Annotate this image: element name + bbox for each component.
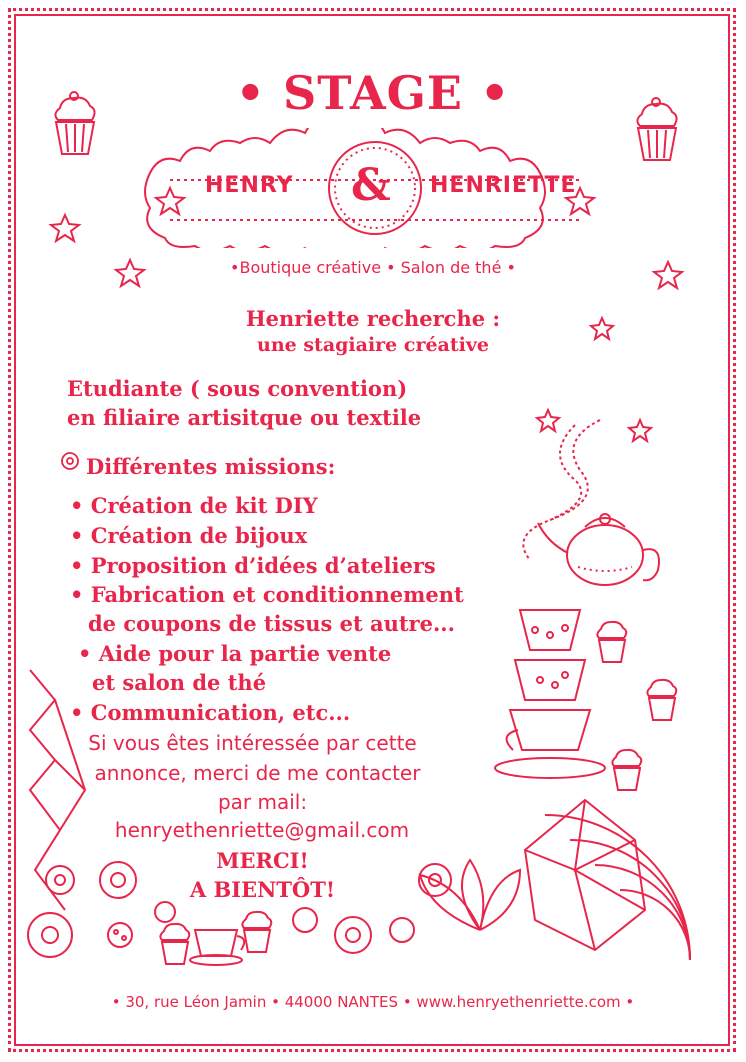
intro-line-2: une stagiaire créative xyxy=(257,334,489,356)
contact-email[interactable]: henryethenriette@gmail.com xyxy=(114,818,410,842)
teacup-icon xyxy=(190,930,244,965)
cupcake-icon xyxy=(612,750,641,790)
flower-bullet-icon xyxy=(60,451,80,471)
thanks-line-1: MERCI! xyxy=(216,848,309,873)
cupcake-icon xyxy=(160,924,189,964)
star-icon xyxy=(51,215,79,241)
star-icon xyxy=(629,420,651,441)
mission-item: • Aide pour la partie vente xyxy=(78,641,392,666)
brand-henriette: HENRIETTE xyxy=(430,173,577,198)
teapot-icon xyxy=(538,514,659,585)
flower-icon xyxy=(28,913,72,957)
mission-item: • Création de kit DIY xyxy=(70,493,318,518)
thanks-line-2: A BIENTÔT! xyxy=(189,877,336,902)
button-icon xyxy=(108,923,132,947)
brand-ampersand: & xyxy=(351,160,391,211)
footer-address: • 30, rue Léon Jamin • 44000 NANTES • www.henryethenriette.com • xyxy=(111,993,635,1011)
concentric-arcs xyxy=(545,815,690,960)
star-icon xyxy=(537,410,559,431)
button-icon xyxy=(293,908,317,932)
cupcake-icon xyxy=(242,912,271,952)
profile-line-1: Etudiante ( sous convention) xyxy=(67,376,408,401)
star-icon xyxy=(156,188,184,214)
button-icon xyxy=(155,902,175,922)
flower-icon xyxy=(390,918,414,942)
brand-henry: HENRY xyxy=(205,173,294,198)
flower-icon xyxy=(335,917,371,953)
steam-swirl xyxy=(523,420,600,560)
mission-item: • Création de bijoux xyxy=(70,523,308,548)
contact-line-2: annonce, merci de me contacter xyxy=(94,761,421,785)
profile-line-2: en filiaire artisitque ou textile xyxy=(67,405,422,430)
missions-heading: Différentes missions: xyxy=(86,454,336,479)
contact-line-3: par mail: xyxy=(217,790,308,814)
contact-line-1: Si vous êtes intéressée par cette xyxy=(88,731,417,755)
stacked-cups-icon xyxy=(495,610,605,778)
geometric-crystal xyxy=(525,800,645,950)
intro-line-1: Henriette recherche : xyxy=(245,306,501,331)
mission-item: • Proposition d’idées d’ateliers xyxy=(70,553,436,578)
mission-item: • Communication, etc... xyxy=(70,700,351,725)
tagline: •Boutique créative • Salon de thé • xyxy=(230,258,516,277)
page-title: • STAGE • xyxy=(235,66,511,120)
mission-item-continued: et salon de thé xyxy=(92,670,267,695)
mission-item-continued: de coupons de tissus et autre... xyxy=(88,611,455,636)
mission-item: • Fabrication et conditionnement xyxy=(70,582,464,607)
cupcake-icon xyxy=(597,622,626,662)
cupcake-icon xyxy=(647,680,676,720)
